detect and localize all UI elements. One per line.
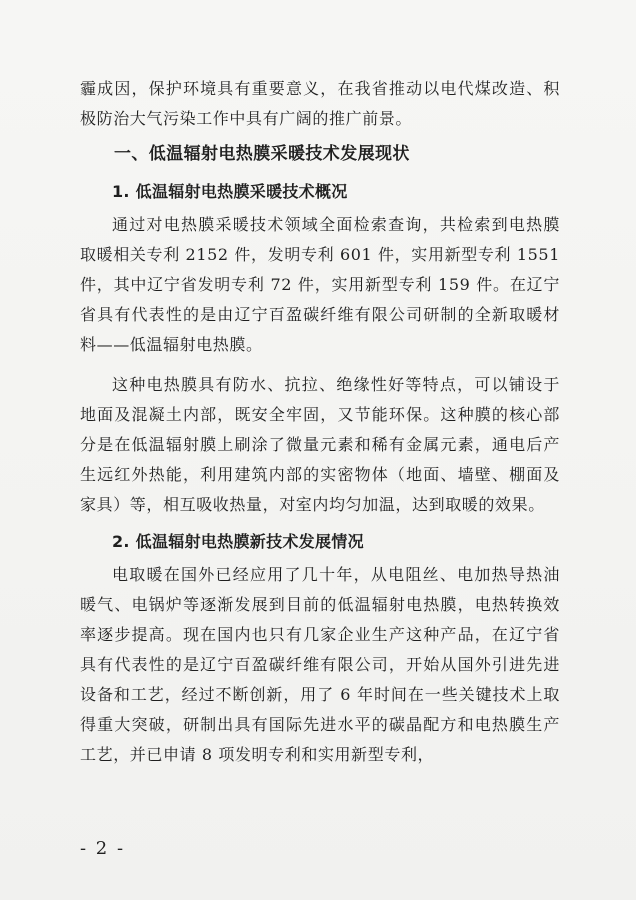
page-number: - 2 - <box>80 838 126 859</box>
subsection-heading-2: 2. 低温辐射电热膜新技术发展情况 <box>112 532 364 551</box>
intro-paragraph: 霾成因，保护环境具有重要意义，在我省推动以电代煤改造、积极防治大气污染工作中具有广阔的推广前景。 <box>80 79 560 128</box>
body-paragraph: 通过对电热膜采暖技术领域全面检索查询，共检索到电热膜取暖相关专利 2152 件，发明专利 601 件，实用新型专利 1551 件，其中辽宁省发明专利 72 件，实用新型专利 159 件。在辽宁省具有代表性的是由辽宁百盈碳纤维有限公司研制的全新取暖材料——低温辐射电热膜。 <box>80 215 560 354</box>
body-paragraph: 这种电热膜具有防水、抗拉、绝缘性好等特点，可以铺设于地面及混凝土内部，既安全牢固，又节能环保。这种膜的核心部分是在低温辐射膜上刷涂了微量元素和稀有金属元素，通电后产生远红外热能，利用建筑内部的实密物体（地面、墙壁、棚面及家具）等，相互吸收热量，对室内均匀加温，达到取暖的效果。 <box>80 375 560 514</box>
section-heading-1: 一、低温辐射电热膜采暖技术发展现状 <box>114 144 410 164</box>
document-body <box>80 74 560 770</box>
body-paragraph: 电取暖在国外已经应用了几十年，从电阻丝、电加热导热油暖气、电锅炉等逐渐发展到目前的低温辐射电热膜，电热转换效率逐步提高。现在国内也只有几家企业生产这种产品，在辽宁省具有代表性的是辽宁百盈碳纤维有限公司，开始从国外引进先进设备和工艺，经过不断创新，用了 6 年时间在一些关键技术上取得重大突破，研制出具有国际先进水平的碳晶配方和电热膜生产工艺，并已申请 8 项发明专利和实用新型专利， <box>80 565 560 764</box>
subsection-heading-1: 1. 低温辐射电热膜采暖技术概况 <box>112 182 348 201</box>
